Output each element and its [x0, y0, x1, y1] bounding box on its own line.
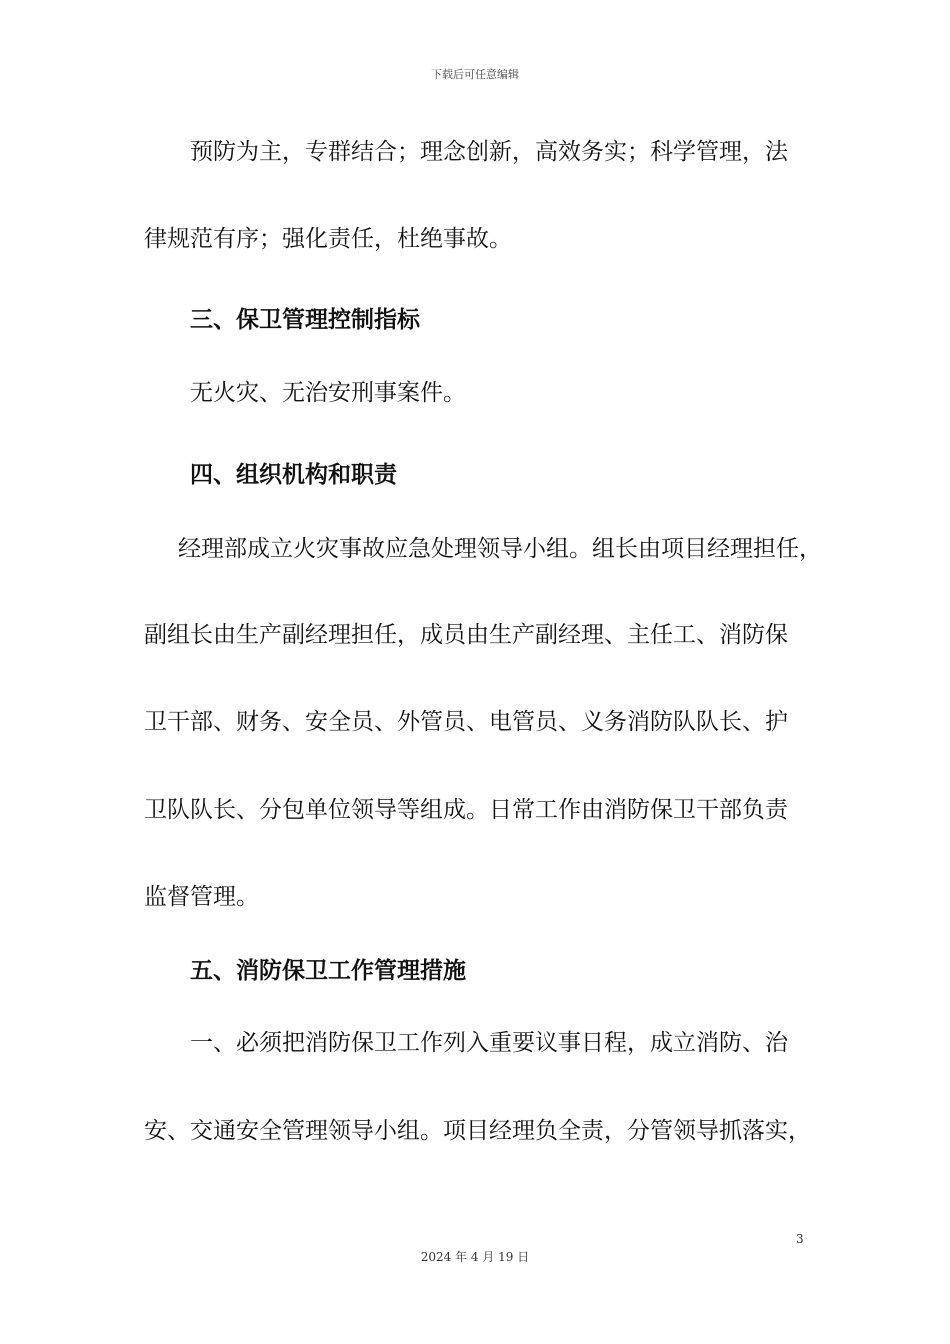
section-heading: 三、保卫管理控制指标	[190, 307, 420, 333]
paragraph-line: 律规范有序；强化责任，杜绝事故。	[144, 226, 512, 252]
paragraph-line: 安、交通安全管理领导小组。项目经理负全责，分管领导抓落实，	[144, 1118, 811, 1144]
section-heading: 四、组织机构和职责	[190, 462, 397, 488]
paragraph-line: 监督管理。	[144, 884, 259, 910]
section-heading: 五、消防保卫工作管理措施	[190, 958, 466, 984]
page-number: 3	[796, 1232, 804, 1246]
header-note: 下载后可任意编辑	[431, 68, 519, 81]
paragraph-line: 一、必须把消防保卫工作列入重要议事日程，成立消防、治	[190, 1030, 788, 1056]
paragraph-line: 副组长由生产副经理担任，成员由生产副经理、主任工、消防保	[144, 622, 788, 648]
paragraph-line: 卫干部、财务、安全员、外管员、电管员、义务消防队队长、护	[144, 709, 788, 735]
paragraph-line: 卫队队长、分包单位领导等组成。日常工作由消防保卫干部负责	[144, 797, 788, 823]
paragraph-line: 预防为主，专群结合；理念创新，高效务实；科学管理，法	[190, 139, 788, 165]
paragraph-line: 经理部成立火灾事故应急处理领导小组。组长由项目经理担任，	[178, 536, 822, 562]
paragraph-line: 无火灾、无治安刑事案件。	[190, 380, 466, 406]
footer-date: 2024 年 4 月 19 日	[420, 1250, 530, 1264]
